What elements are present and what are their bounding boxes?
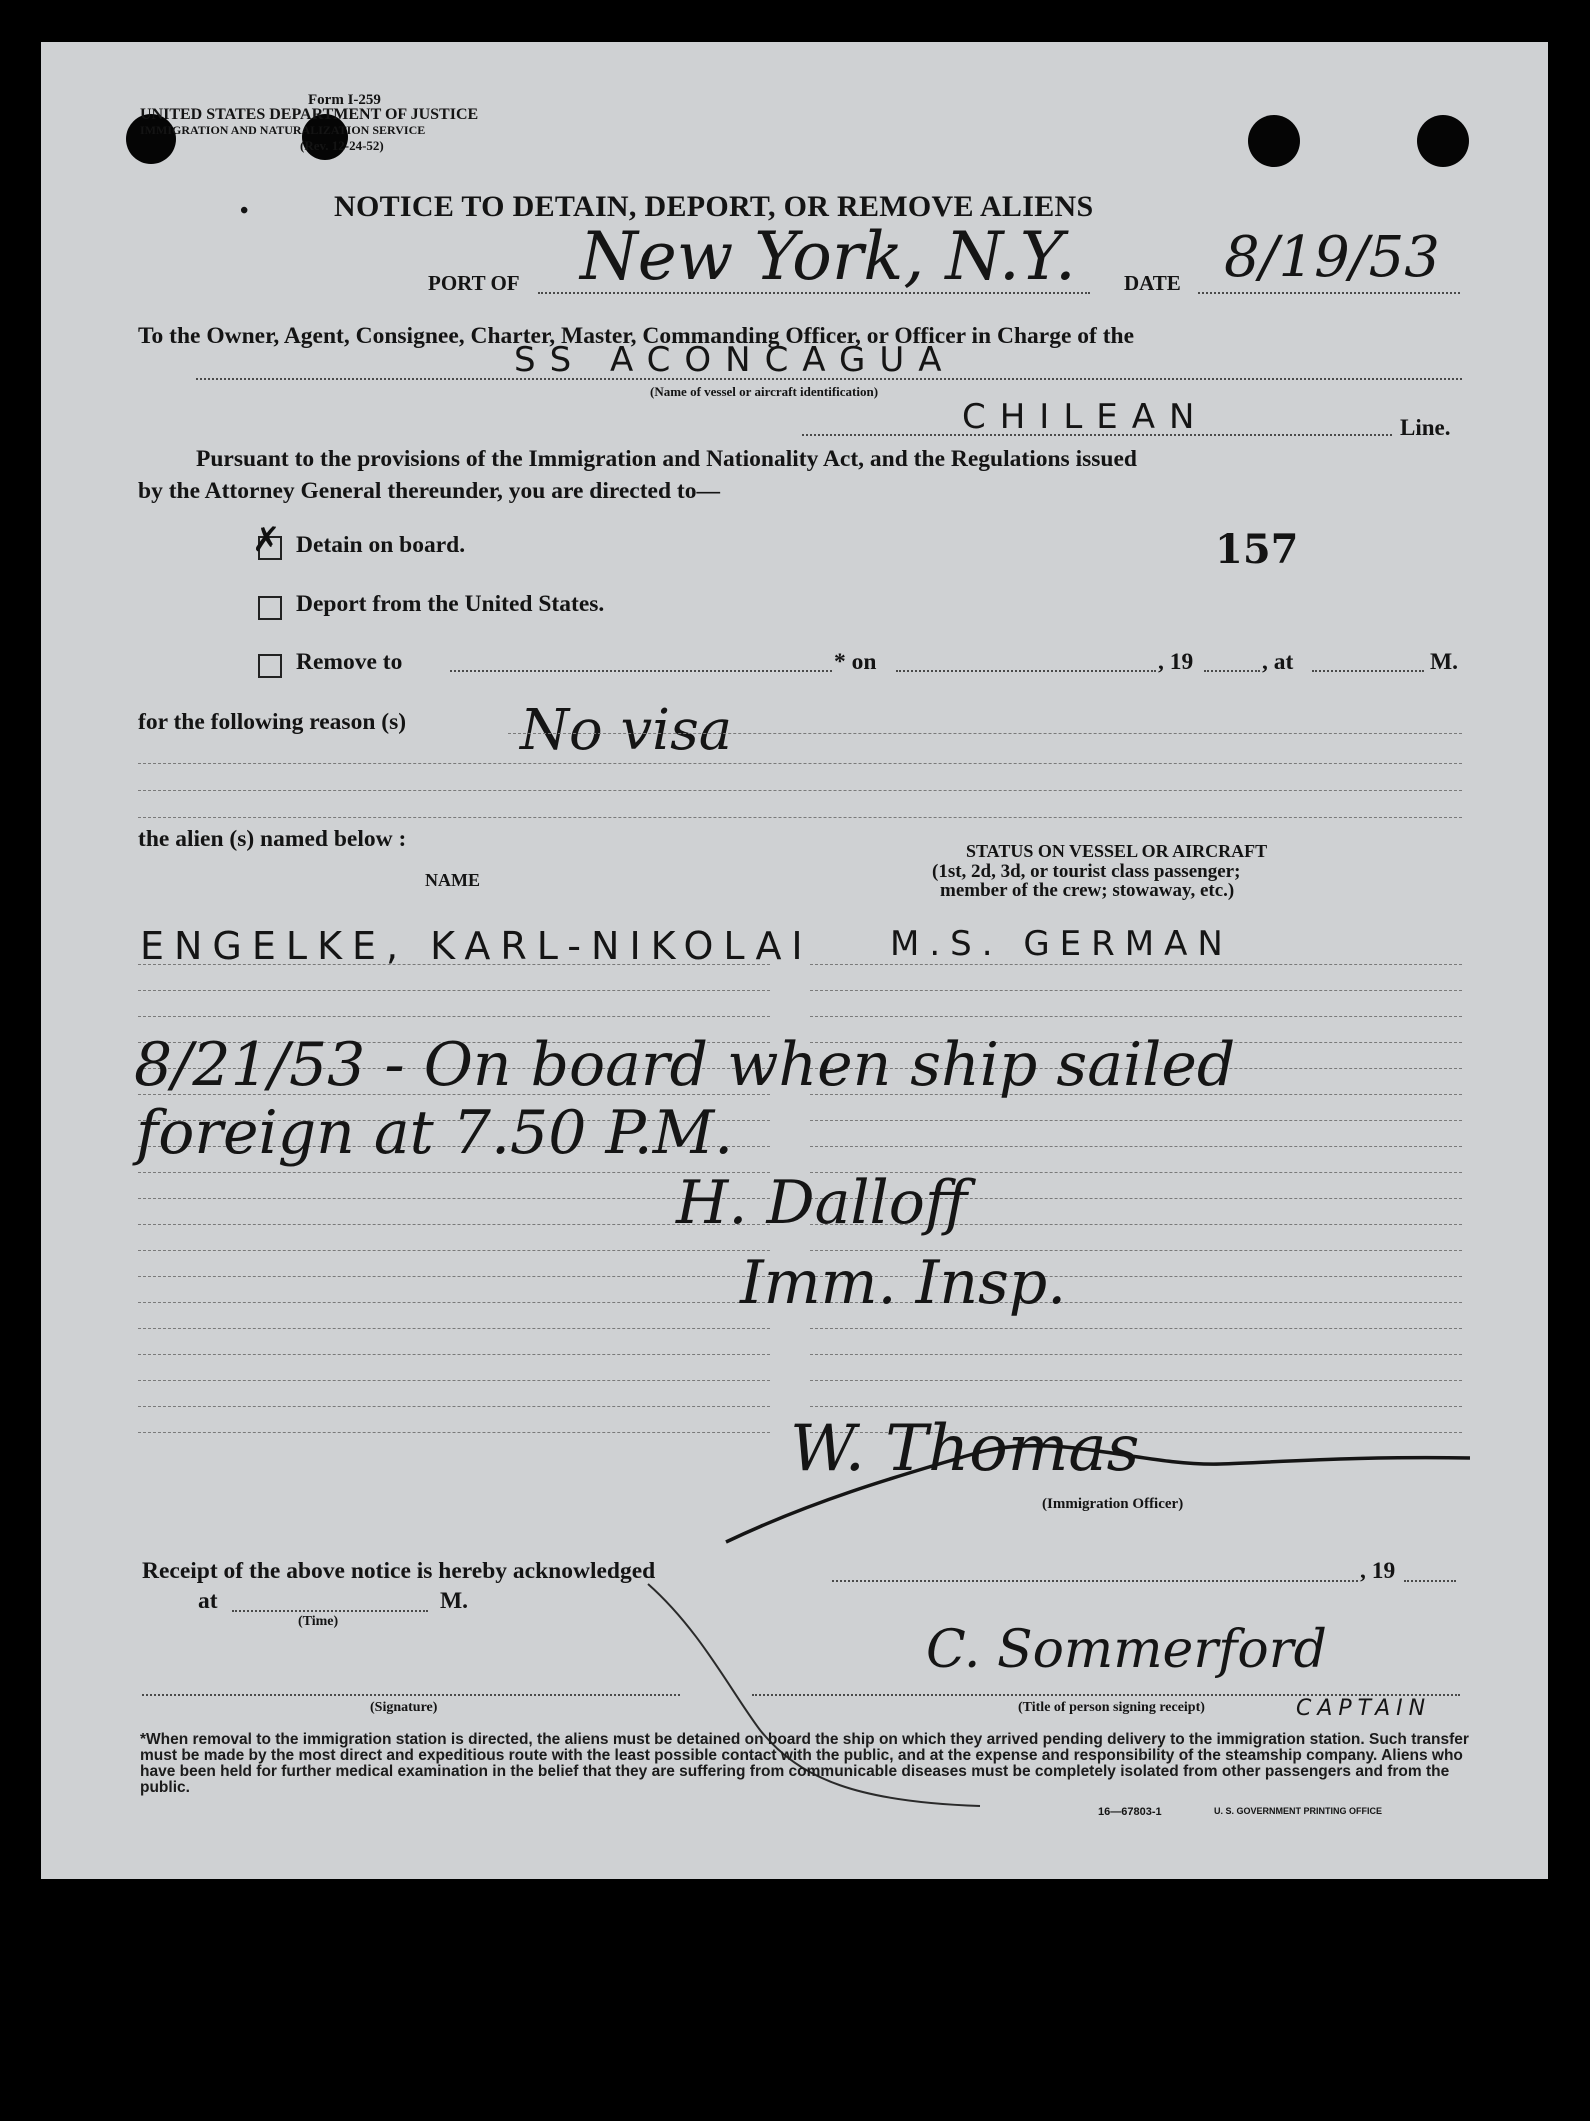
pursuant-text-2: by the Attorney General thereunder, you are directed to— xyxy=(138,478,720,504)
alien-name-rule xyxy=(138,990,770,991)
punch-hole-far-right xyxy=(1417,115,1469,167)
footnote: *When removal to the immigration station is directed, the aliens must be detained on board the ship on which they arrived pending delivery to the immigration station. Such transfer must be made by the most direct and expeditious route with the least possible contact with the public, and at the expense and responsibility of the steamship company. Aliens who have been held for further medical examination in the belief that they are suffering from communicable diseases must be completely isolated from other passengers and from the public. xyxy=(140,1731,1469,1796)
officer-signature: W. Thomas xyxy=(790,1412,1140,1486)
check-mark-icon: ✗ xyxy=(252,520,281,560)
alien-name: ENGELKE, KARL-NIKOLAI xyxy=(140,924,813,968)
line-value: CHILEAN xyxy=(962,397,1209,437)
reason-line-4 xyxy=(138,817,1462,818)
vessel-caption: (Name of vessel or aircraft identification) xyxy=(650,384,879,399)
alien-name-rule xyxy=(138,1380,770,1381)
remove-time-line xyxy=(1312,670,1424,672)
remove-label: Remove to xyxy=(296,649,403,675)
alien-status-rule xyxy=(810,990,1462,991)
reason-value: No visa xyxy=(520,698,733,763)
alien-status-rule xyxy=(810,1380,1462,1381)
remove-on-label: * on xyxy=(834,649,877,675)
alien-status-rule xyxy=(810,1354,1462,1355)
alien-name-rule xyxy=(138,1328,770,1329)
alien-name-rule xyxy=(138,1354,770,1355)
captain-title: CAPTAIN xyxy=(1296,1696,1432,1721)
remove-at-label: , at xyxy=(1262,649,1294,675)
inspector-signature: H. Dalloff xyxy=(676,1168,968,1238)
disposition-note-2: foreign at 7.50 P.M. xyxy=(136,1098,734,1168)
receipt-year-line xyxy=(1404,1580,1456,1582)
reason-line-1 xyxy=(508,733,1462,734)
stamp-number: 157 xyxy=(1215,526,1299,573)
alien-name-rule xyxy=(138,1432,770,1433)
print-code: 16—67803-1 xyxy=(1098,1806,1162,1818)
addressee-line: To the Owner, Agent, Consignee, Charter, Master, Commanding Officer, or Officer in Charge of the xyxy=(138,323,1135,349)
date-line xyxy=(1198,292,1460,294)
printer-credit: U. S. GOVERNMENT PRINTING OFFICE xyxy=(1214,1806,1383,1816)
port-label: PORT OF xyxy=(428,271,520,295)
alien-status-rule xyxy=(810,964,1462,965)
detain-label: Detain on board. xyxy=(296,532,466,558)
punch-hole-right xyxy=(1248,115,1300,167)
deport-checkbox[interactable] xyxy=(258,596,282,620)
alien-name-rule xyxy=(138,1302,770,1303)
receipt-at-label: at xyxy=(198,1588,218,1614)
status-subheader-1: (1st, 2d, 3d, or tourist class passenger; xyxy=(932,861,1241,882)
remove-year-line xyxy=(1204,670,1260,672)
name-column-header: NAME xyxy=(425,870,480,890)
alien-status-rule xyxy=(810,1016,1462,1017)
bullet-dot: • xyxy=(240,198,249,224)
reason-line-3 xyxy=(138,790,1462,791)
alien-status-rule xyxy=(810,1406,1462,1407)
deport-label: Deport from the United States. xyxy=(296,591,605,617)
officer-caption: (Immigration Officer) xyxy=(1042,1496,1184,1512)
remove-year-label: , 19 xyxy=(1158,649,1194,675)
captain-signature: C. Sommerford xyxy=(926,1620,1327,1680)
remove-checkbox[interactable] xyxy=(258,654,282,678)
alien-status-rule xyxy=(810,1146,1462,1147)
vessel-value: SS ACONCAGUA xyxy=(514,340,956,380)
aliens-label: the alien (s) named below : xyxy=(138,826,407,852)
title-caption: (Title of person signing receipt) xyxy=(1018,1700,1205,1715)
signature-flourish xyxy=(720,1418,1480,1548)
form-title: NOTICE TO DETAIN, DEPORT, OR REMOVE ALIENS xyxy=(334,190,1094,223)
disposition-note-1: 8/21/53 - On board when ship sailed xyxy=(134,1030,1236,1100)
agency-service: IMMIGRATION AND NATURALIZATION SERVICE xyxy=(140,123,426,137)
date-label: DATE xyxy=(1124,271,1181,295)
reason-line-2 xyxy=(138,763,1462,764)
date-value: 8/19/53 xyxy=(1224,225,1440,290)
line-label: Line. xyxy=(1400,415,1451,440)
alien-status-rule xyxy=(810,1328,1462,1329)
inspector-title: Imm. Insp. xyxy=(740,1248,1067,1318)
alien-name-rule xyxy=(138,1016,770,1017)
receipt-text: Receipt of the above notice is hereby acknowledged xyxy=(142,1558,656,1584)
alien-name-rule xyxy=(138,1276,770,1277)
status-column-header: STATUS ON VESSEL OR AIRCRAFT xyxy=(966,841,1268,861)
form-revision: (Rev. 12-24-52) xyxy=(300,138,384,153)
remove-m-label: M. xyxy=(1430,649,1459,675)
reason-label: for the following reason (s) xyxy=(138,709,407,735)
alien-name-rule xyxy=(138,1250,770,1251)
remove-destination-line xyxy=(450,670,832,672)
receipt-time-line xyxy=(232,1610,428,1612)
port-value: New York, N.Y. xyxy=(580,218,1076,295)
remove-date-line xyxy=(896,670,1156,672)
form-number: Form I-259 xyxy=(308,92,381,108)
pursuant-text-1: Pursuant to the provisions of the Immigration and Nationality Act, and the Regulations issued xyxy=(196,446,1137,472)
agency-name: UNITED STATES DEPARTMENT OF JUSTICE xyxy=(140,106,479,123)
alien-status: M.S. GERMAN xyxy=(890,924,1233,964)
signature-caption: (Signature) xyxy=(370,1700,438,1715)
receipt-year-label: , 19 xyxy=(1360,1558,1396,1584)
signature-line xyxy=(142,1694,680,1696)
status-subheader-2: member of the crew; stowaway, etc.) xyxy=(940,880,1235,901)
alien-name-rule xyxy=(138,1406,770,1407)
alien-status-rule xyxy=(810,1120,1462,1121)
time-caption: (Time) xyxy=(298,1614,339,1629)
receipt-m-label: M. xyxy=(440,1588,469,1614)
